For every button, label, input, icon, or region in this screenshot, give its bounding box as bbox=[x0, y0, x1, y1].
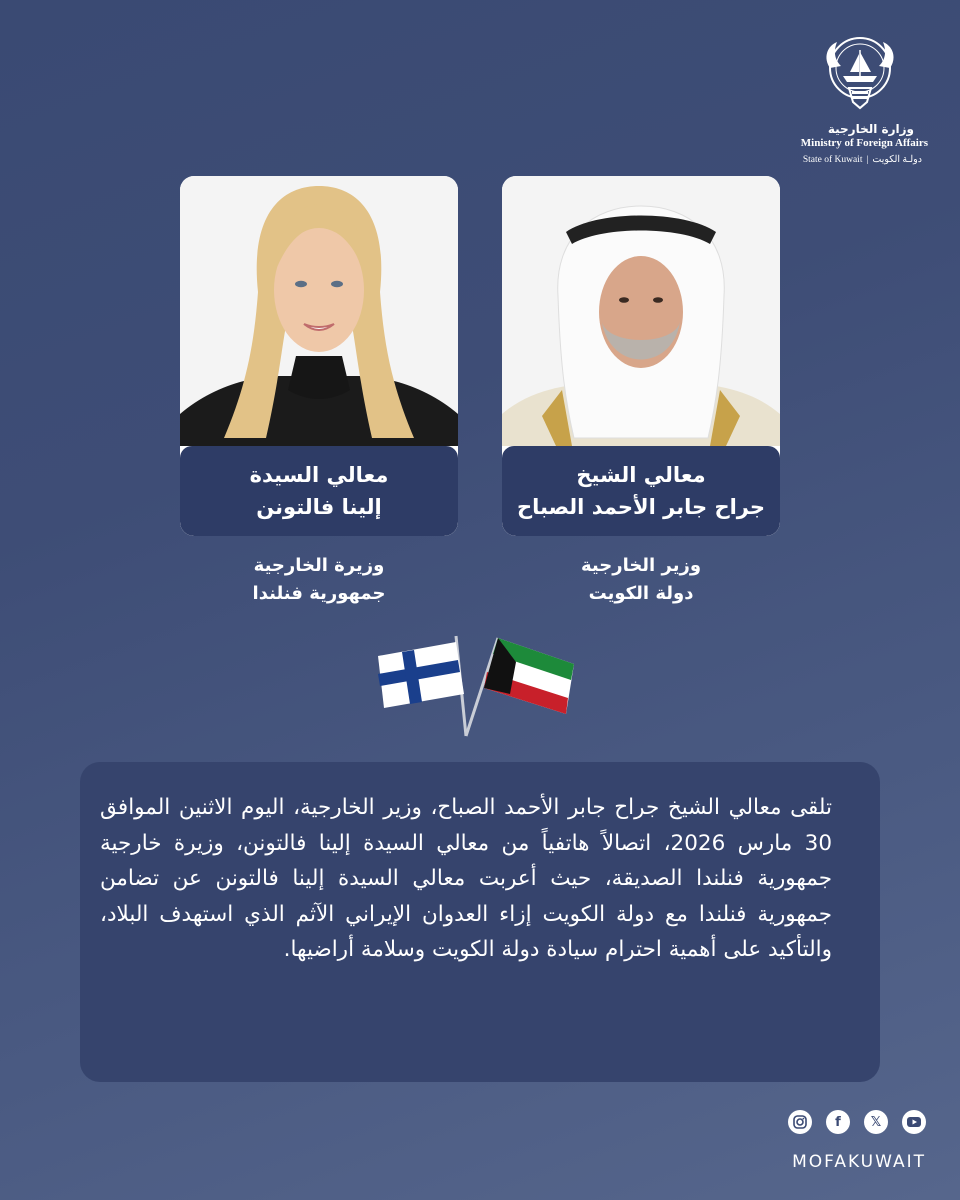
portrait-photo-left bbox=[180, 176, 458, 446]
role-title-left: وزيرة الخارجية bbox=[253, 555, 385, 576]
instagram-icon[interactable] bbox=[788, 1110, 812, 1134]
honorific-right: معالي الشيخ bbox=[576, 463, 706, 487]
role-right bbox=[502, 552, 780, 608]
role-country-left: جمهورية فنلندا bbox=[252, 583, 386, 604]
honorific-left: معالي السيدة bbox=[249, 463, 389, 487]
state-label bbox=[790, 154, 930, 165]
state-english: State of Kuwait bbox=[802, 155, 863, 165]
role-country-right: دولة الكويت bbox=[588, 583, 694, 604]
kuwait-emblem-icon bbox=[819, 30, 901, 112]
name-box-right bbox=[502, 446, 780, 536]
youtube-icon[interactable] bbox=[902, 1110, 926, 1134]
state-separator: | bbox=[866, 155, 869, 165]
ministry-logo bbox=[790, 30, 930, 165]
kuwait-flag bbox=[484, 638, 574, 714]
person-name-right: جراح جابر الأحمد الصباح bbox=[517, 495, 765, 519]
statement-text: تلقى معالي الشيخ جراح جابر الأحمد الصباح، وزير الخارجية، اليوم الاثنين الموافق 30 مارس 2026، اتصالاً هاتفياً من معالي السيدة إلينا فالتونن، وزيرة خارجية جمهورية فنلندا الصديقة، حيث أعربت معالي السيدة إلينا فالتونن عن تضامن جمهورية فنلندا مع دولة الكويت إزاء العدوان الإيراني الآثم الذي استهدف البلاد، والتأكيد على أهمية احترام سيادة دولة الكويت وسلامة أراضيها. bbox=[100, 795, 832, 962]
role-left bbox=[180, 552, 458, 608]
portrait-photo-right bbox=[502, 176, 780, 446]
finland-flag bbox=[378, 642, 464, 708]
portrait-card-right bbox=[502, 176, 780, 536]
portrait-card-left bbox=[180, 176, 458, 536]
role-title-right: وزير الخارجية bbox=[580, 555, 702, 576]
social-handle[interactable]: MOFAKUWAIT bbox=[792, 1152, 926, 1172]
state-arabic: دولـة الكويت bbox=[872, 155, 922, 165]
person-name-left: إلينا فالتونن bbox=[256, 495, 382, 519]
facebook-icon[interactable]: f bbox=[826, 1110, 850, 1134]
ministry-name-english: Ministry of Foreign Affairs bbox=[800, 137, 928, 149]
ministry-name-arabic: وزارة الخارجية bbox=[827, 122, 914, 136]
social-links bbox=[788, 1110, 926, 1134]
crossed-flags bbox=[370, 632, 590, 744]
x-icon[interactable]: 𝕏 bbox=[864, 1110, 888, 1134]
name-box-left bbox=[180, 446, 458, 536]
